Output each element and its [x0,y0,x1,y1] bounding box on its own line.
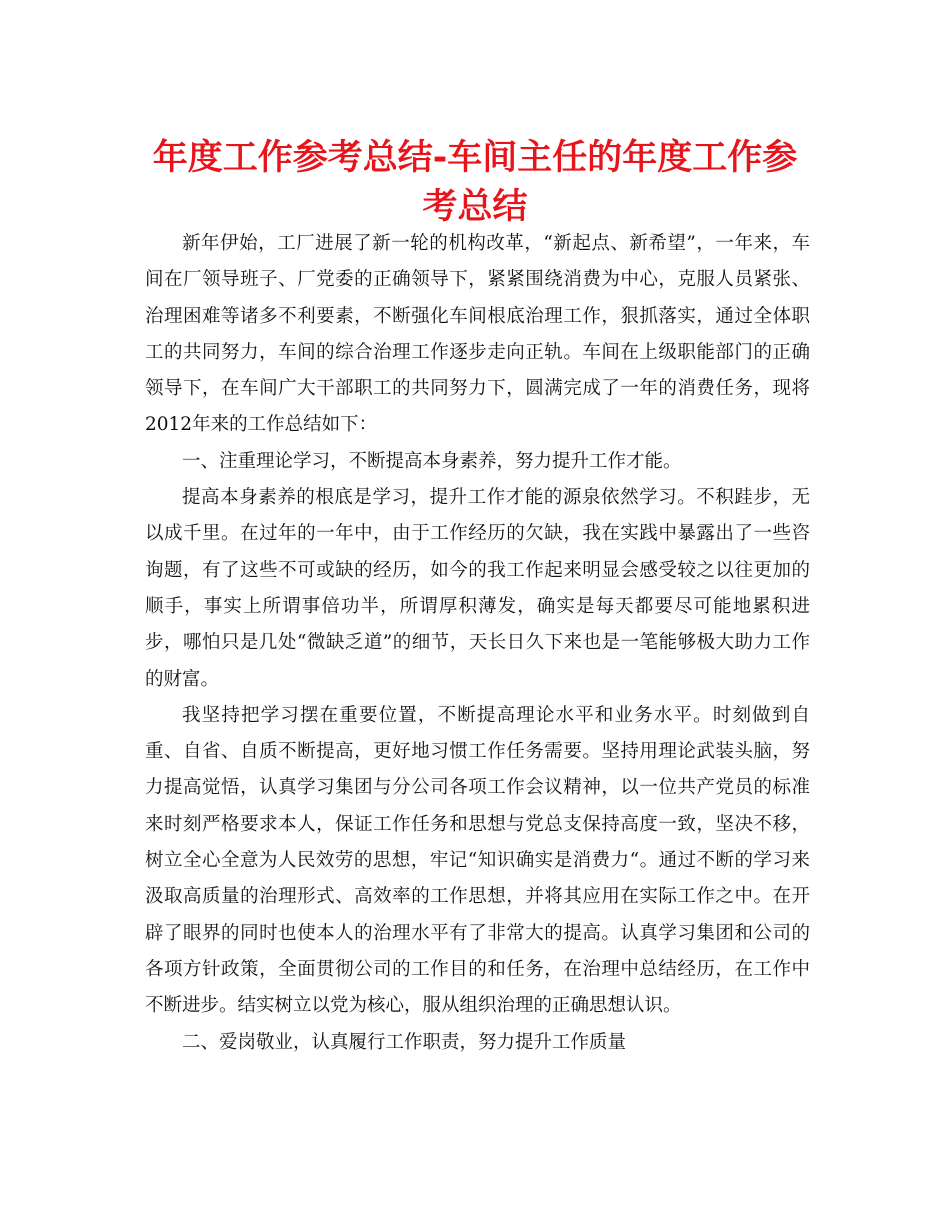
paragraph-intro: 新年伊始，工厂进展了新一轮的机构改革，“新起点、新希望”，一年来，车间在厂领导班子、厂党委的正确领导下，紧紧围绕消费为中心，克服人员紧张、治理困难等诸多不利要素，不断强化车间根底治理工作，狠抓落实，通过全体职工的共同努力，车间的综合治理工作逐步走向正轨。车间在上级职能部门的正确领导下，在车间广大干部职工的共同努力下，圆满完成了一年的消费任务，现将2012年来的工作总结如下： [145,233,810,436]
section-heading-2: 二、爱岗敬业，认真履行工作职责，努力提升工作质量 [182,1031,627,1053]
paragraph-study-priority: 我坚持把学习摆在重要位置，不断提高理论水平和业务水平。时刻做到自重、自省、自质不断提高，更好地习惯工作任务需要。坚持用理论武装头脑，努力提高觉悟，认真学习集团与分公司各项工作会议精神，以一位共产党员的标准来时刻严格要求本人，保证工作任务和思想与党总支保持高度一致，坚决不移，树立全心全意为人民效劳的思想，牢记“知识确实是消费力“。通过不断的学习来汲取高质量的治理形式、高效率的工作思想，并将其应用在实际工作之中。在开辟了眼界的同时也使本人的治理水平有了非常大的提高。认真学习集团和公司的各项方针政策，全面贯彻公司的工作目的和任务，在治理中总结经历，在工作中不断进步。结实树立以党为核心，服从组织治理的正确思想认识。 [145,704,810,1017]
paragraph-learning: 提高本身素养的根底是学习，提升工作才能的源泉依然学习。不积跬步，无以成千里。在过年的一年中，由于工作经历的欠缺，我在实践中暴露出了一些咨询题，有了这些不可或缺的经历，如今的我工作起来明显会感受较之以往更加的顺手，事实上所谓事倍功半，所谓厚积薄发，确实是每天都要尽可能地累积进步，哪怕只是几处“微缺乏道”的细节，天长日久下来也是一笔能够极大助力工作的财富。 [145,487,810,690]
section-heading-1: 一、注重理论学习，不断提高本身素养，努力提升工作才能。 [182,450,682,472]
document-title: 年度工作参考总结-车间主任的年度工作参考总结 [152,138,798,227]
document-body [145,226,810,1061]
